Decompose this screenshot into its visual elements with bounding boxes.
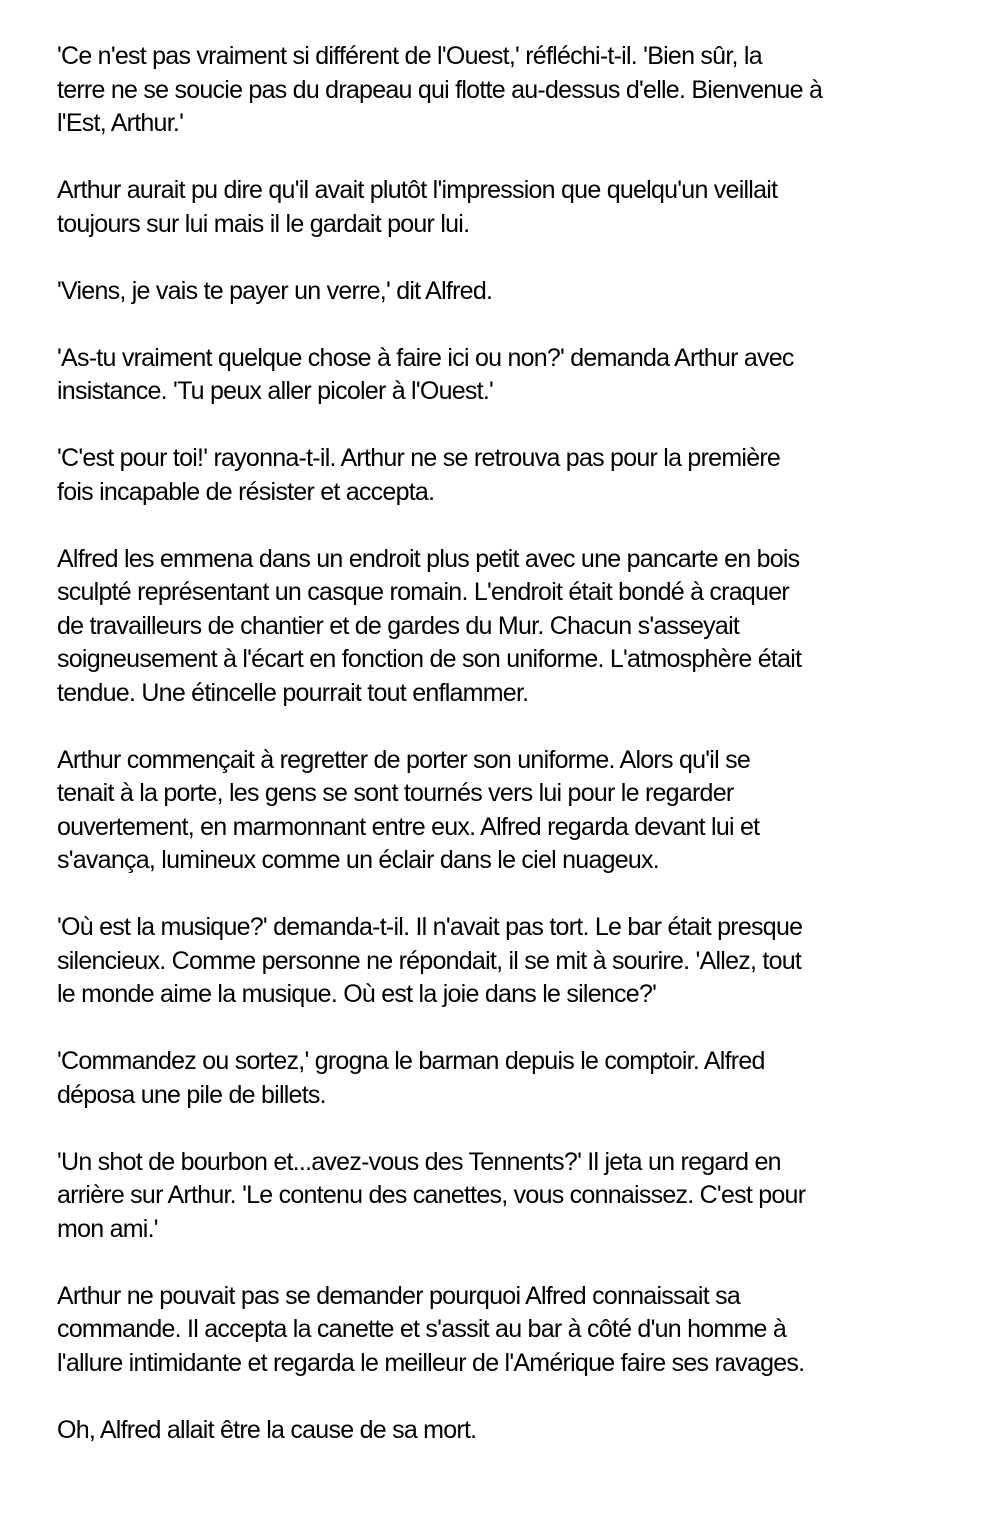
paragraph	[57, 1414, 977, 1448]
text-line: le monde aime la musique. Où est la joie dans le silence?'	[57, 980, 657, 1008]
paragraph	[57, 442, 977, 509]
text-line: Arthur commençait à regretter de porter son uniforme. Alors qu'il se	[57, 745, 750, 774]
text-line: fois incapable de résister et accepta.	[57, 477, 435, 506]
text-line: tenait à la porte, les gens se sont tournés vers lui pour le regarder	[57, 779, 734, 807]
text-line: tendue. Une étincelle pourrait tout enflammer.	[57, 678, 529, 707]
text-line: déposa une pile de billets.	[57, 1080, 326, 1109]
paragraph	[57, 744, 977, 878]
text-line: arrière sur Arthur. 'Le contenu des canettes, vous connaissez. C'est pour	[57, 1181, 806, 1209]
paragraph	[57, 1045, 977, 1112]
paragraph	[57, 911, 977, 1012]
text-line: silencieux. Comme personne ne répondait, il se mit à sourire. 'Allez, tout	[57, 946, 802, 975]
text-line: 'Viens, je vais te payer un verre,' dit Alfred.	[57, 276, 493, 305]
text-line: soigneusement à l'écart en fonction de son uniforme. L'atmosphère était	[57, 645, 802, 673]
text-line: 'As-tu vraiment quelque chose à faire ici ou non?' demanda Arthur avec	[57, 343, 794, 372]
text-line: commande. Il accepta la canette et s'assit au bar à côté d'un homme à	[57, 1315, 787, 1343]
paragraph	[57, 543, 977, 711]
text-line: l'allure intimidante et regarda le meilleur de l'Amérique faire ses ravages.	[57, 1348, 805, 1377]
text-line: terre ne se soucie pas du drapeau qui flotte au-dessus d'elle. Bienvenue à	[57, 75, 823, 104]
text-line: Alfred les emmena dans un endroit plus petit avec une pancarte en bois	[57, 544, 800, 573]
paragraph	[57, 1146, 977, 1247]
document-body	[57, 40, 977, 1481]
paragraph	[57, 174, 977, 241]
text-line: 'Un shot de bourbon et...avez-vous des Tennents?' Il jeta un regard en	[57, 1147, 781, 1176]
text-line: ouvertement, en marmonnant entre eux. Alfred regarda devant lui et	[57, 812, 760, 841]
text-line: sculpté représentant un casque romain. L'endroit était bondé à craquer	[57, 578, 789, 606]
text-line: 'Ce n'est pas vraiment si différent de l'Ouest,' réfléchi-t-il. 'Bien sûr, la	[57, 42, 762, 70]
text-line: de travailleurs de chantier et de gardes du Mur. Chacun s'asseyait	[57, 611, 740, 640]
text-line: l'Est, Arthur.'	[57, 109, 184, 137]
paragraph	[57, 275, 977, 309]
text-line: 'C'est pour toi!' rayonna-t-il. Arthur ne se retrouva pas pour la première	[57, 444, 781, 472]
paragraph	[57, 40, 977, 141]
paragraph	[57, 1280, 977, 1381]
text-line: 'Où est la musique?' demanda-t-il. Il n'avait pas tort. Le bar était presque	[57, 913, 803, 941]
text-line: Arthur ne pouvait pas se demander pourquoi Alfred connaissait sa	[57, 1281, 741, 1310]
text-line: insistance. 'Tu peux aller picoler à l'Ouest.'	[57, 377, 494, 405]
text-line: Oh, Alfred allait être la cause de sa mort.	[57, 1415, 477, 1444]
text-line: s'avança, lumineux comme un éclair dans le ciel nuageux.	[57, 846, 660, 874]
text-line: Arthur aurait pu dire qu'il avait plutôt l'impression que quelqu'un veillait	[57, 176, 778, 204]
text-line: toujours sur lui mais il le gardait pour lui.	[57, 209, 470, 238]
text-line: 'Commandez ou sortez,' grogna le barman depuis le comptoir. Alfred	[57, 1047, 765, 1075]
paragraph	[57, 342, 977, 409]
text-line: mon ami.'	[57, 1214, 158, 1243]
